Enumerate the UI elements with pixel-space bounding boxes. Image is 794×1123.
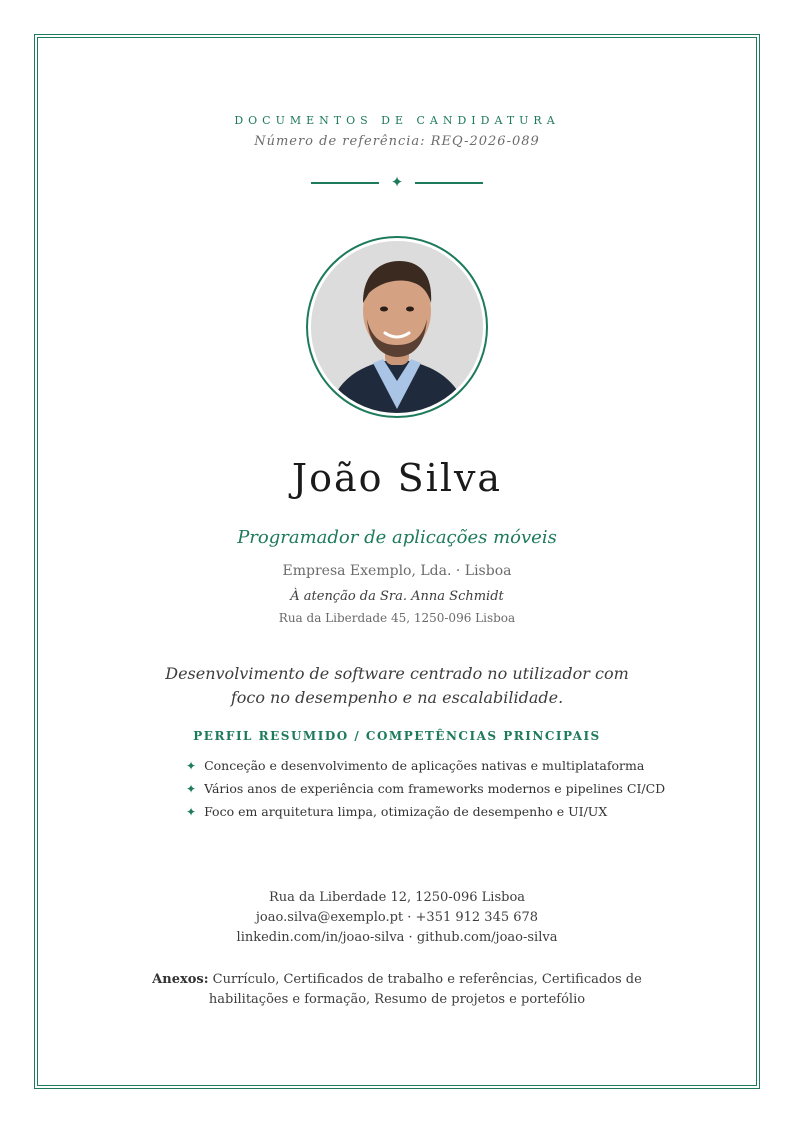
skill-text: Conceção e desenvolvimento de aplicações nativas e multiplataforma (204, 758, 645, 773)
recipient-address: Rua da Liberdade 45, 1250-096 Lisboa (278, 611, 516, 625)
contact-email-phone: joao.silva@exemplo.pt · +351 912 345 678 (255, 910, 539, 925)
ornament-divider (311, 174, 483, 192)
profile-photo-frame (306, 236, 488, 418)
attachments-block (130, 970, 664, 1010)
star-icon: ✦ (186, 759, 197, 773)
divider-line-left (311, 182, 379, 184)
recipient-company: Empresa Exemplo, Lda. · Lisboa (282, 563, 512, 579)
attachments-label: Anexos: (152, 972, 209, 987)
skill-text: Foco em arquitetura limpa, otimização de desempenho e UI/UX (204, 804, 608, 819)
list-item (186, 800, 656, 823)
contact-block (0, 888, 794, 948)
contact-address: Rua da Liberdade 12, 1250-096 Lisboa (268, 890, 526, 905)
list-item (186, 777, 666, 800)
list-item (186, 754, 656, 777)
section-label: DOCUMENTOS DE CANDIDATURA (234, 114, 560, 127)
candidate-name: João Silva (291, 456, 503, 500)
recipient-attention: À atenção da Sra. Anna Schmidt (290, 589, 504, 604)
tagline: Desenvolvimento de software centrado no utilizador com foco no desempenho e na escalabilidade. (165, 664, 629, 707)
star-icon: ✦ (186, 782, 197, 796)
contact-links: linkedin.com/in/joao-silva · github.com/joao-silva (236, 930, 558, 945)
skills-list (186, 754, 666, 823)
profile-photo (311, 241, 483, 413)
skill-text: Vários anos de experiência com frameworks modernos e pipelines CI/CD (204, 781, 666, 796)
star-icon: ✦ (390, 173, 404, 191)
star-icon: ✦ (186, 805, 197, 819)
job-title: Programador de aplicações móveis (237, 527, 557, 548)
reference-number: Número de referência: REQ-2026-089 (254, 134, 540, 149)
skills-section-title: PERFIL RESUMIDO / COMPETÊNCIAS PRINCIPAIS (193, 729, 601, 743)
attachments-text: Currículo, Certificados de trabalho e referências, Certificados de habilitações e formação, Resumo de projetos e portefólio (208, 972, 642, 1007)
divider-line-right (415, 182, 483, 184)
portrait-illustration (311, 241, 483, 413)
